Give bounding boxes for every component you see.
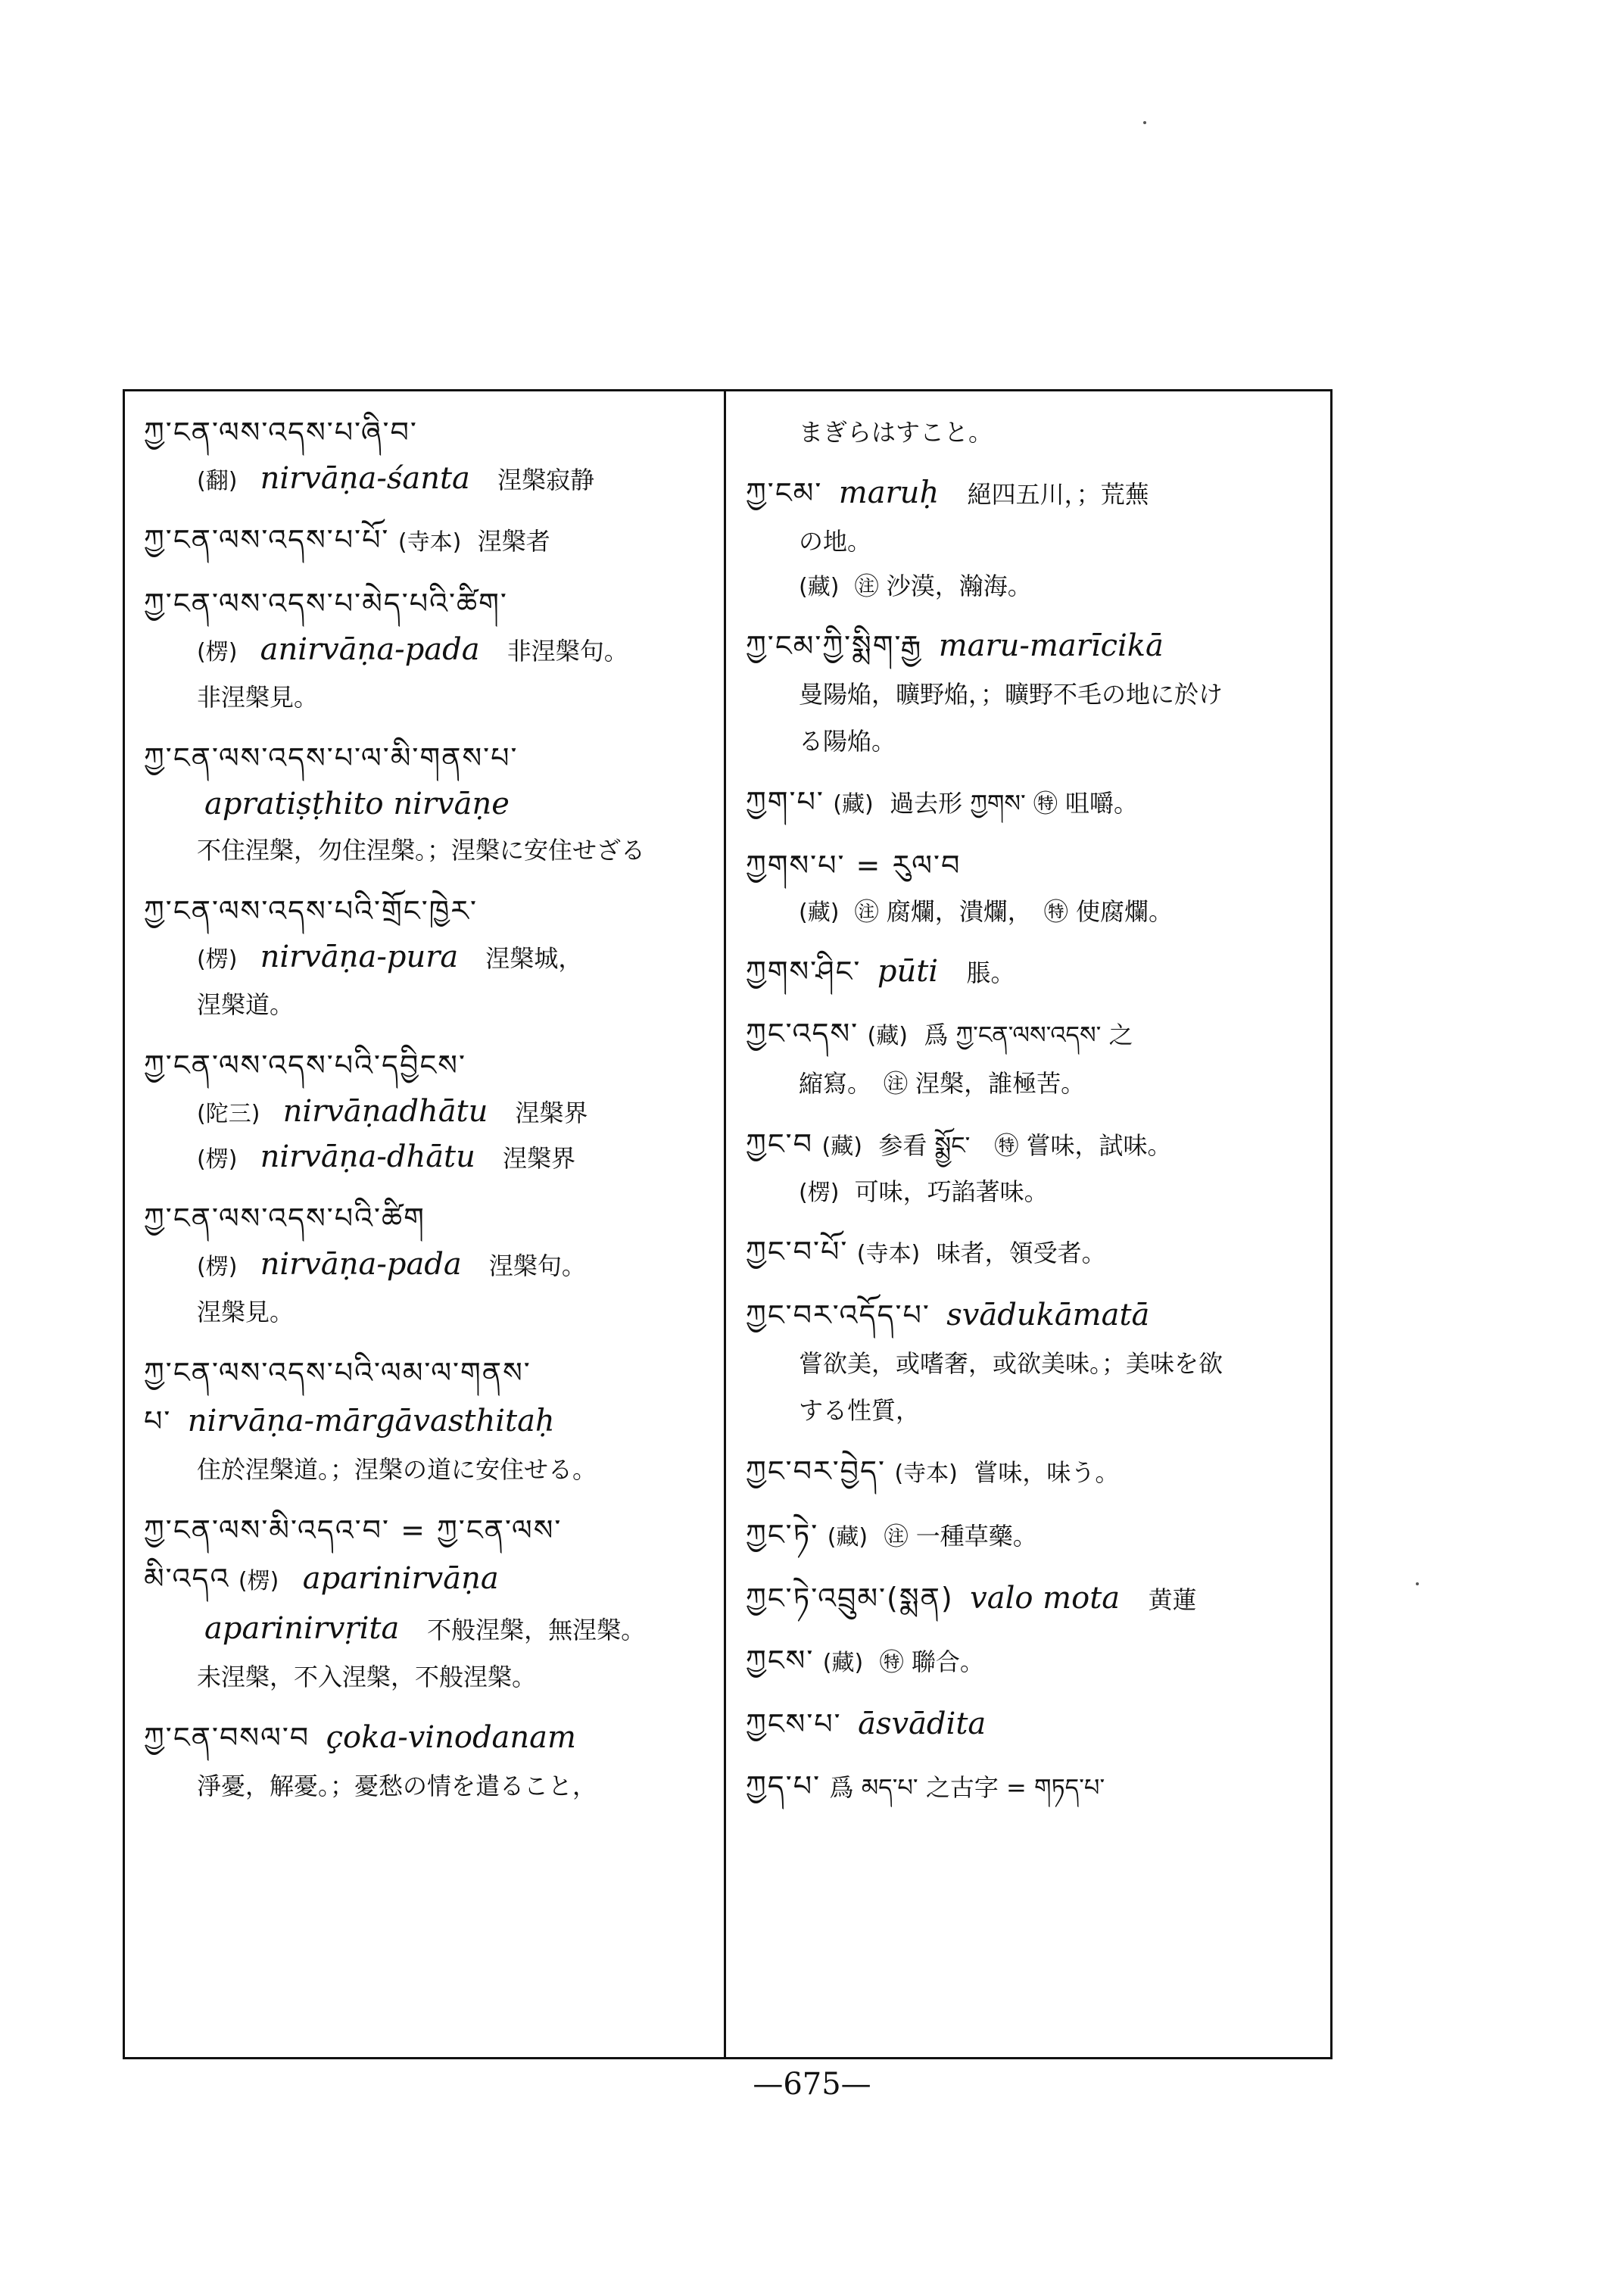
- gloss-text: の地。: [799, 527, 872, 556]
- dictionary-entry: [746, 1511, 1321, 1561]
- gloss-text: 非涅槃句。: [507, 637, 628, 665]
- tibetan-headword: ཀྱག་པ་: [746, 785, 824, 818]
- entry-line: [746, 1700, 1321, 1749]
- entry-line: [144, 1090, 712, 1136]
- entry-line: [144, 628, 712, 674]
- dictionary-entry: [746, 1121, 1321, 1214]
- tibetan-headword: ཀྱ་ངན་ལས་འདས་པ་མེད་པའི་ཚིག་: [144, 587, 508, 620]
- entry-line: [144, 1349, 712, 1398]
- gloss-text: る陽焔。: [799, 727, 896, 756]
- tibetan-headword: ཀྱགས་པ་ = རུལ་བ: [746, 849, 962, 882]
- dictionary-entry: [746, 778, 1321, 828]
- gloss-text: まぎらはすこと。: [799, 418, 993, 447]
- entry-line: [144, 887, 712, 936]
- sanskrit-term: nirvāṇa-dhātu: [260, 1139, 475, 1174]
- tibetan-headword: ཀྱ་ངམ་: [746, 476, 823, 510]
- tibetan-headword: ཀྱ་ངན་ལས་འདས་པའི་གྲོང་ཁྱེར་: [144, 894, 478, 927]
- sanskrit-term: pūti: [877, 954, 939, 989]
- tibetan-headword: ཀྱགས་ཤིང་: [746, 955, 862, 988]
- source-tag: (楞): [197, 639, 238, 665]
- dictionary-entry: [746, 622, 1321, 765]
- tibetan-headword: ཀྱང་བ་པོ་: [746, 1235, 849, 1268]
- dictionary-entry: [746, 948, 1321, 996]
- gloss-text: 味者，領受者。: [936, 1239, 1106, 1267]
- gloss-text: ㊟ 一種草藥。: [884, 1522, 1037, 1551]
- dictionary-entry: [746, 842, 1321, 934]
- tibetan-headword: ཀྱང་ཏེ་འབྲུམ་(སྨན): [746, 1582, 954, 1615]
- sanskrit-term: āsvādita: [858, 1706, 987, 1741]
- entry-line: [746, 469, 1321, 518]
- dictionary-entry: [746, 469, 1321, 609]
- page-number: —675—: [753, 2067, 871, 2102]
- sanskrit-term: aparinirvṛita: [204, 1611, 400, 1646]
- gloss-text: 涅槃城，: [485, 944, 583, 973]
- dictionary-entry: [144, 1714, 712, 1809]
- sanskrit-term: anirvāṇa-pada: [260, 632, 480, 667]
- source-tag: (寺本): [894, 1460, 958, 1487]
- dictionary-entry: [144, 1507, 712, 1700]
- dictionary-entry: [746, 1700, 1321, 1749]
- sanskrit-term: svādukāmatā: [946, 1298, 1150, 1332]
- gloss-text: 爲 ཀྱ་ངན་ལས་འདས་ 之: [924, 1021, 1133, 1049]
- tibetan-headword: ཀྱང་བར་འདོད་པ་: [746, 1298, 930, 1332]
- entry-line: [746, 565, 1321, 609]
- scan-speck: [1416, 1582, 1419, 1585]
- tibetan-headword: པ་: [144, 1404, 172, 1438]
- gloss-text: 涅槃界: [515, 1099, 588, 1127]
- gloss-text: 過去形 ཀྱགས་ ㊕ 咀嚼。: [890, 789, 1139, 818]
- gloss-text: 未涅槃，不入涅槃，不般涅槃。: [197, 1663, 537, 1691]
- gloss-text: 可味，巧諂著味。: [854, 1177, 1049, 1206]
- entry-line: [144, 1714, 712, 1763]
- sanskrit-term: nirvāṇa-śanta: [260, 461, 470, 496]
- entry-line: [746, 1228, 1321, 1278]
- gloss-text: 不住涅槃，勿住涅槃。；涅槃に安住せざる: [197, 836, 646, 865]
- dictionary-entry: [746, 1292, 1321, 1434]
- tibetan-headword: ཀྱང་ཏེ་: [746, 1518, 819, 1551]
- dictionary-entry: [144, 734, 712, 874]
- entry-line: [746, 1637, 1321, 1687]
- tibetan-headword: ཀྱ་ངན་ལས་འདས་པ་པོ་: [144, 523, 390, 556]
- entry-line: [746, 1763, 1321, 1811]
- scan-speck: [1143, 121, 1146, 124]
- entry-line: [144, 734, 712, 783]
- dictionary-entry: [144, 887, 712, 1028]
- entry-line: [746, 1575, 1321, 1623]
- sanskrit-term: çoka-vinodanam: [326, 1720, 576, 1755]
- gloss-text: ㊟ 沙漠，瀚海。: [854, 572, 1032, 600]
- tibetan-headword: ཀྱ་ངན་ལས་འདས་པ་ལ་མི་གནས་པ་: [144, 741, 519, 775]
- entry-line: [144, 1195, 712, 1243]
- entry-line: [746, 842, 1321, 890]
- dictionary-entry: [144, 1042, 712, 1181]
- source-tag: (藏): [867, 1023, 908, 1049]
- source-tag: (寺本): [856, 1241, 921, 1267]
- tibetan-headword: ཀྱ་ངན་ལས་འདས་པའི་དབྱིངས་: [144, 1049, 466, 1082]
- sanskrit-term: maru-marīcikā: [938, 628, 1164, 663]
- tibetan-headword: ཀྱད་པ་: [746, 1769, 821, 1803]
- gloss-text: 非涅槃見。: [197, 683, 319, 712]
- entry-line: [746, 1121, 1321, 1170]
- gloss-text: 絕四五川，；荒蕪: [967, 480, 1149, 509]
- source-tag: (楞): [197, 946, 238, 973]
- right-column: [746, 409, 1321, 2044]
- entry-line: [144, 1763, 712, 1809]
- gloss-text: 涅槃道。: [197, 990, 295, 1019]
- source-tag: (楞): [197, 1254, 238, 1280]
- entry-line: [746, 671, 1321, 718]
- entry-line: [144, 674, 712, 721]
- tibetan-headword: ཀྱང་བར་བྱེད་: [746, 1454, 887, 1488]
- gloss-text: 曼陽焔，曠野焔，；曠野不毛の地に於け: [799, 680, 1223, 709]
- dictionary-entry: [746, 1228, 1321, 1278]
- tibetan-headword: ཀྱ་ངན་ལས་འདས་པ་ཞི་བ་: [144, 416, 418, 449]
- entry-line: [746, 409, 1321, 456]
- sanskrit-term: nirvāṇa-mārgāvasthitaḥ: [187, 1404, 555, 1438]
- entry-line: [144, 1042, 712, 1090]
- gloss-text: 不般涅槃，無涅槃。: [427, 1616, 646, 1644]
- entry-line: [746, 1060, 1321, 1107]
- entry-line: [144, 1555, 712, 1605]
- dictionary-entry: [746, 1763, 1321, 1811]
- dictionary-entry: [746, 1448, 1321, 1498]
- gloss-text: ㊕ 聯合。: [879, 1647, 984, 1676]
- gloss-text: 嘗味，味う。: [974, 1458, 1120, 1487]
- entry-line: [746, 1170, 1321, 1214]
- gloss-text: ㊟ 腐爛，潰爛， ㊕ 使腐爛。: [854, 897, 1173, 926]
- entry-line: [144, 783, 712, 827]
- dictionary-entry: [144, 580, 712, 721]
- sanskrit-term: aparinirvāṇa: [302, 1561, 499, 1596]
- entry-line: [746, 948, 1321, 996]
- sanskrit-term: valo mota: [970, 1581, 1121, 1616]
- column-divider: [724, 389, 726, 2059]
- entry-line: [144, 827, 712, 874]
- entry-line: [746, 622, 1321, 671]
- entry-line: [144, 580, 712, 628]
- entry-line: [746, 1387, 1321, 1434]
- dictionary-entry: [144, 1195, 712, 1336]
- source-tag: (楞): [238, 1568, 279, 1594]
- gloss-text: 涅槃者: [477, 527, 550, 556]
- source-tag: (楞): [799, 1180, 840, 1206]
- entry-line: [144, 981, 712, 1028]
- source-tag: (楞): [197, 1146, 238, 1173]
- entry-line: [144, 457, 712, 503]
- entry-line: [144, 1653, 712, 1700]
- entry-line: [746, 1292, 1321, 1340]
- entry-line: [144, 936, 712, 981]
- entry-line: [144, 1507, 712, 1555]
- source-tag: (藏): [833, 791, 874, 818]
- dictionary-entry: [746, 1010, 1321, 1107]
- entry-line: [144, 1243, 712, 1289]
- gloss-text: 爲 མད་པ་ 之古字 = གཏད་པ་: [829, 1773, 1105, 1802]
- entry-line: [746, 1448, 1321, 1498]
- dictionary-entry: [144, 1349, 712, 1493]
- entry-line: [144, 1289, 712, 1336]
- entry-line: [144, 1398, 712, 1446]
- tibetan-headword: ཀྱ་ངན་ལས་འདས་པའི་ཚིག: [144, 1202, 425, 1235]
- tibetan-headword: ཀྱང་འདས་: [746, 1017, 859, 1050]
- source-tag: (藏): [799, 899, 840, 926]
- source-tag: (藏): [821, 1133, 862, 1160]
- tibetan-headword: ཀྱ་ངན་ལས་འདས་པའི་ལམ་ལ་གནས་: [144, 1356, 531, 1389]
- gloss-text: 黄蓮: [1148, 1585, 1197, 1614]
- entry-line: [746, 718, 1321, 765]
- gloss-text: 涅槃見。: [197, 1298, 295, 1326]
- source-tag: (翻): [197, 468, 238, 494]
- source-tag: (藏): [822, 1650, 864, 1676]
- tibetan-headword: མི་འདའ: [144, 1562, 230, 1595]
- entry-line: [144, 1605, 712, 1653]
- dictionary-entry: [144, 516, 712, 566]
- source-tag: (寺本): [397, 529, 462, 556]
- source-tag: (陀三): [197, 1101, 260, 1127]
- tibetan-headword: ཀྱ་ངམ་ཀྱི་སྨིག་རྒྱ: [746, 629, 923, 662]
- left-column: [144, 409, 712, 2044]
- entry-line: [144, 1446, 712, 1493]
- dictionary-entry: [746, 1575, 1321, 1623]
- entry-line: [746, 1010, 1321, 1060]
- entry-line: [746, 778, 1321, 828]
- gloss-text: 嘗欲美，或嗜奢，或欲美味。；美味を欲: [799, 1349, 1223, 1378]
- entry-line: [144, 409, 712, 457]
- gloss-text: 涅槃寂静: [497, 466, 595, 494]
- sanskrit-term: apratiṣṭhito nirvāṇe: [204, 787, 510, 821]
- gloss-text: 涅槃句。: [488, 1251, 586, 1280]
- gloss-text: する性質，: [799, 1396, 921, 1425]
- sanskrit-term: nirvāṇa-pura: [260, 940, 459, 974]
- entry-line: [144, 1136, 712, 1181]
- gloss-text: 涅槃界: [503, 1144, 576, 1173]
- dictionary-entry: [144, 409, 712, 503]
- dictionary-entry: [746, 1637, 1321, 1687]
- gloss-text: 脹。: [966, 958, 1015, 987]
- source-tag: (藏): [799, 574, 840, 600]
- tibetan-headword: ཀྱངས་པ་: [746, 1707, 842, 1741]
- source-tag: (藏): [827, 1524, 868, 1551]
- entry-line: [746, 1511, 1321, 1561]
- entry-line: [746, 1340, 1321, 1387]
- entry-line: [746, 518, 1321, 565]
- sanskrit-term: maruḥ: [838, 475, 940, 510]
- tibetan-headword: ཀྱངས་: [746, 1644, 815, 1677]
- gloss-text: 縮寫。 ㊟ 涅槃，誰極苦。: [799, 1069, 1086, 1098]
- tibetan-headword: ཀྱང་བ: [746, 1127, 814, 1161]
- gloss-text: 住於涅槃道。；涅槃の道に安住せる。: [197, 1455, 597, 1484]
- entry-line: [144, 516, 712, 566]
- sanskrit-term: nirvāṇa-pada: [260, 1247, 462, 1282]
- sanskrit-term: nirvāṇadhātu: [282, 1094, 488, 1129]
- gloss-text: 淨憂，解憂。；憂愁の情を遣ること，: [197, 1772, 597, 1800]
- dictionary-entry: [746, 409, 1321, 456]
- tibetan-headword: ཀྱ་ངན་ལས་མི་འདའ་བ་ = ཀྱ་ངན་ལས་: [144, 1513, 563, 1547]
- entry-line: [746, 890, 1321, 934]
- gloss-text: 参看 སྨྱོང་ ㊕ 嘗味，試味。: [878, 1131, 1172, 1160]
- tibetan-headword: ཀྱ་ངན་བསལ་བ: [144, 1721, 310, 1754]
